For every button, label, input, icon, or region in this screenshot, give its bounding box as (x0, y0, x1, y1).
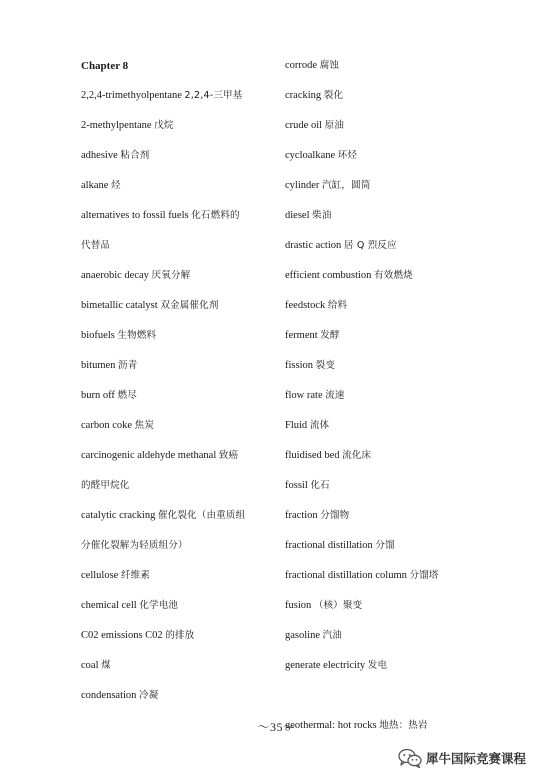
entry-translation-continued: 的醛甲烷化 (81, 480, 130, 491)
entry-translation: 分馏塔 (409, 570, 439, 581)
glossary-entry (81, 418, 273, 448)
glossary-entry (285, 388, 547, 418)
glossary-entry (81, 388, 273, 418)
entry-translation: 汽油 (322, 630, 343, 641)
entry-term: 2-methylpentane (81, 120, 152, 131)
entry-term: fission (285, 360, 314, 371)
entry-translation: 燃尽 (117, 390, 137, 401)
entry-term: Fluid (285, 420, 308, 431)
entry-translation: 冷凝 (139, 690, 159, 701)
glossary-entry (285, 118, 547, 148)
entry-term: corrode (285, 60, 318, 71)
entry-translation: 腐蚀 (319, 60, 340, 71)
glossary-entry (81, 148, 273, 178)
entry-term: alkane (81, 180, 109, 191)
chapter-heading: Chapter 8 (81, 60, 129, 72)
entry-term: cylinder (285, 180, 320, 191)
entry-translation: 裂变 (315, 360, 336, 371)
glossary-entry (285, 268, 547, 298)
entry-term: catalytic cracking (81, 510, 156, 521)
entry-translation: 环烃 (337, 150, 358, 161)
glossary-entry (285, 628, 547, 658)
entry-translation: 烃 (111, 180, 121, 191)
glossary-entry (81, 628, 273, 658)
entry-translation: 生物燃料 (117, 330, 157, 341)
entry-translation: 厌氧分解 (151, 270, 191, 281)
entry-term: ferment (285, 330, 318, 341)
entry-translation: 化学电池 (139, 600, 179, 611)
entry-translation: 发电 (367, 660, 388, 671)
entry-term: condensation (81, 690, 137, 701)
entry-term: fractional distillation column (285, 570, 407, 581)
entry-term: coal (81, 660, 99, 671)
glossary-entry (81, 298, 273, 328)
glossary-entry (81, 178, 273, 208)
glossary-entry (81, 688, 273, 718)
glossary-entry (81, 598, 273, 628)
entry-translation: 的排放 (165, 630, 195, 641)
glossary-entry (285, 58, 547, 88)
entry-term: gasoline (285, 630, 320, 641)
glossary-entry (285, 538, 547, 568)
entry-term: fossil (285, 480, 308, 491)
entry-term: feedstock (285, 300, 326, 311)
entry-translation: 致癌 (218, 450, 239, 461)
glossary-entry (285, 358, 547, 388)
wechat-icon (398, 748, 422, 768)
glossary-entry (81, 568, 273, 598)
entry-translation: 化石 (310, 480, 330, 491)
glossary-entry (285, 208, 547, 238)
glossary-entry (285, 568, 547, 598)
glossary-entry (81, 508, 273, 568)
entry-translation: 给料 (327, 300, 348, 311)
entry-translation: 2,2,4-三甲基 (184, 90, 243, 101)
entry-term: generate electricity (285, 660, 366, 671)
glossary-entry (285, 478, 547, 508)
entry-translation-continued: 代替品 (81, 240, 111, 251)
entry-term: crude oil (285, 120, 323, 131)
glossary-entry (81, 658, 273, 688)
entry-term: efficient combustion (285, 270, 372, 281)
glossary-entry (285, 508, 547, 538)
entry-translation: 柴油 (312, 210, 332, 221)
entry-translation: 原油 (324, 120, 345, 131)
entry-translation: 焦炭 (134, 420, 155, 431)
glossary-entry (81, 208, 273, 268)
glossary-entry (285, 148, 547, 178)
entry-translation: （核）聚变 (313, 600, 363, 611)
entry-term: diesel (285, 210, 310, 221)
glossary-entry (285, 448, 547, 478)
entry-term: C02 emissions C02 (81, 630, 163, 641)
entry-translation: 粘合剂 (120, 150, 150, 161)
entry-term: cracking (285, 90, 322, 101)
entry-term: bitumen (81, 360, 116, 371)
right-column (285, 58, 547, 748)
entry-translation: 流体 (309, 420, 330, 431)
glossary-entry (285, 88, 547, 118)
left-column (81, 58, 273, 718)
watermark-text: 犀牛国际竞赛课程 (426, 751, 527, 766)
entry-term: bimetallic catalyst (81, 300, 158, 311)
entry-term: cycloalkane (285, 150, 336, 161)
glossary-entry (285, 418, 547, 448)
entry-translation: 沥青 (118, 360, 138, 371)
glossary-entry (81, 118, 273, 148)
entry-term: cellulose (81, 570, 119, 581)
page-number: ～35～ (257, 720, 296, 734)
entry-translation: 分馏物 (320, 510, 350, 521)
entry-translation: 催化裂化（由重质组 (157, 510, 246, 521)
glossary-entry (285, 328, 547, 358)
glossary-entry (81, 358, 273, 388)
entry-translation: 流化床 (342, 450, 372, 461)
glossary-entry (81, 328, 273, 358)
entry-term: 2,2,4-trimethyolpentane (81, 90, 182, 101)
entry-term: fusion (285, 600, 312, 611)
glossary-entry (285, 178, 547, 208)
entry-translation: 地热：热岩 (379, 720, 428, 731)
entry-translation: 汽缸，圆筒 (322, 180, 371, 191)
entry-translation: 纤维素 (120, 570, 151, 581)
entry-translation: 戊烷 (154, 120, 174, 131)
entry-term: geothermal: hot rocks (285, 720, 377, 731)
glossary-entry (285, 238, 547, 268)
entry-term: alternatives to fossil fuels (81, 210, 189, 221)
entry-translation: 煤 (101, 660, 111, 671)
entry-translation: 流速 (325, 390, 345, 401)
watermark (398, 747, 526, 769)
entry-translation: 双金属催化剂 (160, 300, 219, 311)
entry-term: fraction (285, 510, 318, 521)
entry-term: flow rate (285, 390, 323, 401)
entry-translation: 居 Q 烈反应 (343, 240, 397, 251)
entry-term: fractional distillation (285, 540, 373, 551)
entry-term: biofuels (81, 330, 115, 341)
glossary-entry (285, 598, 547, 628)
entry-translation: 化石燃料的 (191, 210, 240, 221)
entry-term: carcinogenic aldehyde methanal (81, 450, 217, 461)
entry-term: carbon coke (81, 420, 133, 431)
entry-translation-continued: 分催化裂解为轻质组分） (81, 540, 188, 551)
entry-translation: 发酵 (320, 330, 340, 341)
entry-translation: 有效燃烧 (374, 270, 413, 281)
glossary-entry (81, 268, 273, 298)
glossary-entry (81, 88, 273, 118)
entry-term: drastic action (285, 240, 342, 251)
glossary-entry (285, 298, 547, 328)
entry-term: fluidised bed (285, 450, 340, 461)
entry-term: burn off (81, 390, 115, 401)
entry-term: anaerobic decay (81, 270, 149, 281)
entry-term: adhesive (81, 150, 118, 161)
entry-term: chemical cell (81, 600, 137, 611)
glossary-entry (285, 658, 547, 718)
entry-translation: 分馏 (375, 540, 395, 551)
glossary-entry (81, 448, 273, 508)
entry-translation: 裂化 (323, 90, 344, 101)
